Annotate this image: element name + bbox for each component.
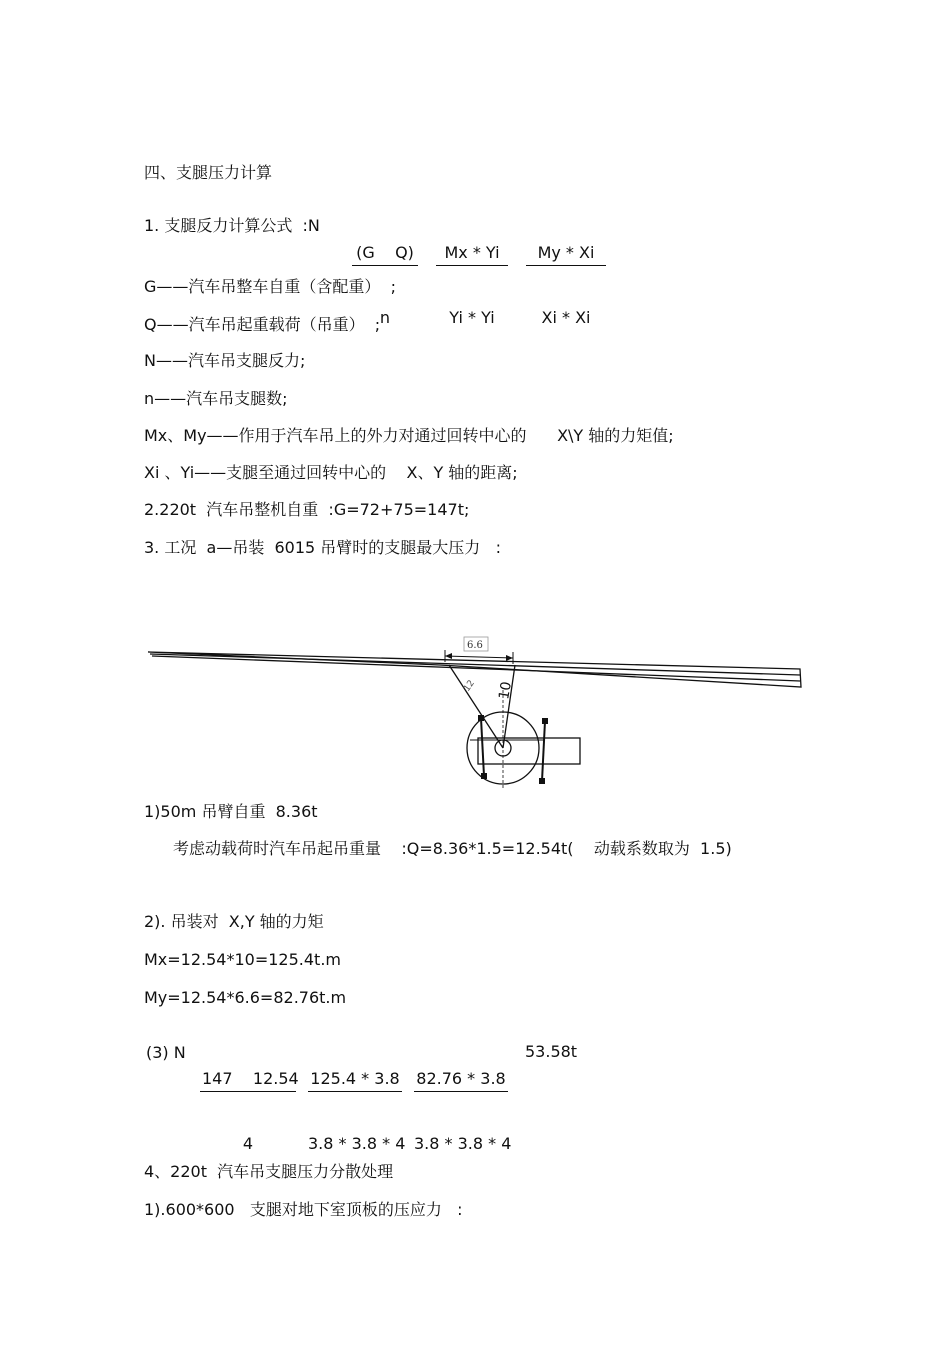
dimension-label-x: 6.6 <box>467 640 483 651</box>
formula3-term-1-den: 4 <box>242 1134 254 1153</box>
outrigger-beam <box>542 721 545 781</box>
radius-line <box>503 665 515 748</box>
chassis <box>478 738 580 764</box>
definition-q: Q——汽车吊起重载荷（吊重） ; <box>144 315 381 334</box>
formula3-term-3-den: 3.8 * 3.8 * 4 <box>414 1134 512 1153</box>
formula1-term-2-den: Yi * Yi <box>449 308 495 327</box>
outrigger-pad <box>478 715 484 721</box>
my-value: My=12.54*6.6=82.76t.m <box>144 988 347 1007</box>
definition-g: G——汽车吊整车自重（含配重） ; <box>144 277 396 296</box>
formula3-result: 53.58t <box>525 1042 578 1061</box>
section-4-item-1: 1).600*600 支腿对地下室顶板的压应力 : <box>144 1200 463 1219</box>
formula1-term-3-den: Xi * Xi <box>541 308 591 327</box>
formula1-label: 1. 支腿反力计算公式 :N <box>144 216 320 235</box>
formula3-label: (3) N <box>146 1043 186 1062</box>
formula3-term-3-num: 82.76 * 3.8 <box>414 1069 508 1092</box>
step-1-note: 考虑动载荷时汽车吊起吊重量 :Q=8.36*1.5=12.54t( 动载系数取为 1.5) <box>173 839 732 858</box>
formula3-term-1-num: 147 12.54 <box>200 1069 296 1092</box>
formula1-term-3-num: My * Xi <box>526 243 606 266</box>
formula3-term-3 <box>414 1031 512 1172</box>
dimension-label-diagonal: 12 <box>462 678 478 694</box>
arrow-head <box>506 655 513 661</box>
outrigger-pad <box>481 773 487 779</box>
formula3-term-2-den: 3.8 * 3.8 * 4 <box>308 1134 406 1153</box>
radius-line <box>449 665 503 748</box>
dimension-label-y: 10 <box>496 680 516 701</box>
step-2: 2). 吊装对 X,Y 轴的力矩 <box>144 912 324 931</box>
formula1-term-2-num: Mx * Yi <box>436 243 508 266</box>
section-4-title: 4、220t 汽车吊支腿压力分散处理 <box>144 1162 394 1181</box>
outrigger-pad <box>542 718 548 724</box>
step-1: 1)50m 吊臂自重 8.36t <box>144 802 318 821</box>
outrigger-pad <box>539 778 545 784</box>
boom-line <box>152 656 800 681</box>
formula3-term-1 <box>200 1031 299 1172</box>
item-2-self-weight: 2.220t 汽车吊整机自重 :G=72+75=147t; <box>144 500 470 519</box>
definition-n: N——汽车吊支腿反力; <box>144 351 306 370</box>
definition-moments: Mx、My——作用于汽车吊上的外力对通过回转中心的 X\Y 轴的力矩值; <box>144 426 674 445</box>
definition-n-count: n——汽车吊支腿数; <box>144 389 288 408</box>
section-title: 四、支腿压力计算 <box>144 163 273 182</box>
dimension-line-x <box>445 656 513 658</box>
formula3-term-2 <box>308 1031 406 1172</box>
formula1-term-1-num: (G Q) <box>352 243 418 266</box>
formula1-term-1-den: n <box>379 308 391 327</box>
mx-value: Mx=12.54*10=125.4t.m <box>144 950 341 969</box>
item-3-condition: 3. 工况 a—吊装 6015 吊臂时的支腿最大压力 : <box>144 538 501 557</box>
arrow-head <box>445 653 452 659</box>
definition-distances: Xi 、Yi——支腿至通过回转中心的 X、Y 轴的距离; <box>144 463 518 482</box>
outrigger-beam <box>481 718 484 776</box>
formula3-term-2-num: 125.4 * 3.8 <box>308 1069 402 1092</box>
